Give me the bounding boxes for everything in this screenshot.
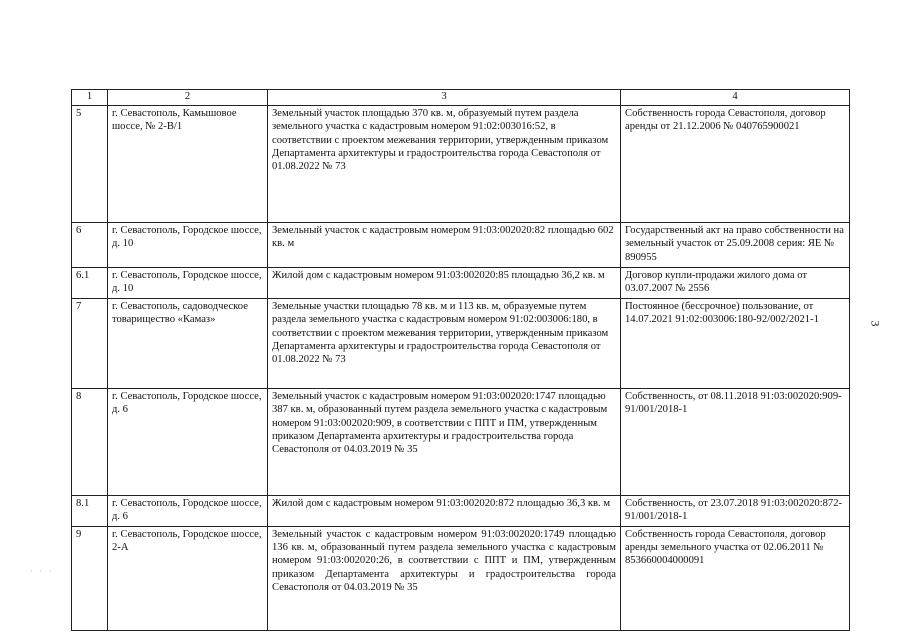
table-row [72, 389, 850, 496]
row-description: Земельный участок площадью 370 кв. м, образуемый путем раздела земельного участка с кадастровым номером 91:02:003016:52, в соответствии с проектом межевания территории, утвержденным приказом Департамента архитектуры и градостроительства города Севастополя от 01.08.2022 № 73 [268, 106, 621, 223]
row-address: г. Севастополь, Городское шоссе, д. 10 [108, 223, 268, 268]
table-row [72, 268, 850, 299]
row-address: г. Севастополь, Камышовое шоссе, № 2-В/1 [108, 106, 268, 223]
row-number: 5 [72, 106, 108, 223]
scan-specks: · · · [30, 566, 54, 576]
row-right: Собственность, от 08.11.2018 91:03:002020:909-91/001/2018-1 [621, 389, 850, 496]
row-address: г. Севастополь, Городское шоссе, д. 6 [108, 496, 268, 527]
row-right: Государственный акт на право собственности на земельный участок от 25.09.2008 серия: ЯЕ № 890955 [621, 223, 850, 268]
row-right: Постоянное (бессрочное) пользование, от 14.07.2021 91:02:003006:180-92/002/2021-1 [621, 299, 850, 389]
row-address: г. Севастополь, Городское шоссе, д. 6 [108, 389, 268, 496]
table-row [72, 496, 850, 527]
row-description: Земельный участок с кадастровым номером 91:03:002020:82 площадью 602 кв. м [268, 223, 621, 268]
row-right: Собственность города Севастополя, договор аренды от 21.12.2006 № 040765900021 [621, 106, 850, 223]
table-header-row [72, 90, 850, 106]
header-col-3: 3 [268, 90, 621, 106]
row-description: Жилой дом с кадастровым номером 91:03:002020:85 площадью 36,2 кв. м [268, 268, 621, 299]
header-col-1: 1 [72, 90, 108, 106]
table-row [72, 526, 850, 630]
row-number: 6 [72, 223, 108, 268]
row-right: Собственность, от 23.07.2018 91:03:002020:872-91/001/2018-1 [621, 496, 850, 527]
row-address: г. Севастополь, Городское шоссе, д. 10 [108, 268, 268, 299]
property-table [71, 89, 850, 631]
table-row [72, 106, 850, 223]
header-col-2: 2 [108, 90, 268, 106]
row-description: Жилой дом с кадастровым номером 91:03:002020:872 площадью 36,3 кв. м [268, 496, 621, 527]
row-number: 9 [72, 526, 108, 630]
row-right: Договор купли-продажи жилого дома от 03.07.2007 № 2556 [621, 268, 850, 299]
page-number: 3 [868, 320, 883, 327]
row-description: Земельные участки площадью 78 кв. м и 113 кв. м, образуемые путем раздела земельного участка с кадастровым номером 91:02:003006:180, в соответствии с проектом межевания территории, утвержденным приказом Департамента архитектуры и градостроительства города Севастополя от 01.08.2022 № 73 [268, 299, 621, 389]
row-number: 6.1 [72, 268, 108, 299]
header-col-4: 4 [621, 90, 850, 106]
row-number: 8.1 [72, 496, 108, 527]
row-description: Земельный участок с кадастровым номером 91:03:002020:1749 площадью 136 кв. м, образованный путем раздела земельного участка с кадастровым номером 91:03:002020:26, в соответствии с ППТ и ПМ, утвержденным приказом Департамента архитектуры и градостроительства города Севастополя от 04.03.2019 № 35 [268, 526, 621, 630]
row-address: г. Севастополь, Городское шоссе, 2-А [108, 526, 268, 630]
row-right: Собственность города Севастополя, договор аренды земельного участка от 02.06.2011 № 853660004000091 [621, 526, 850, 630]
row-number: 7 [72, 299, 108, 389]
table-row [72, 223, 850, 268]
row-address: г. Севастополь, садоводческое товарищество «Камаз» [108, 299, 268, 389]
table-row [72, 299, 850, 389]
row-description: Земельный участок с кадастровым номером 91:03:002020:1747 площадью 387 кв. м, образованный путем раздела земельного участка с кадастровым номером 91:03:002020:909, в соответствии с ППТ и ПМ, утвержденным приказом Департамента архитектуры и градостроительства города Севастополя от 04.03.2019 № 35 [268, 389, 621, 496]
row-number: 8 [72, 389, 108, 496]
